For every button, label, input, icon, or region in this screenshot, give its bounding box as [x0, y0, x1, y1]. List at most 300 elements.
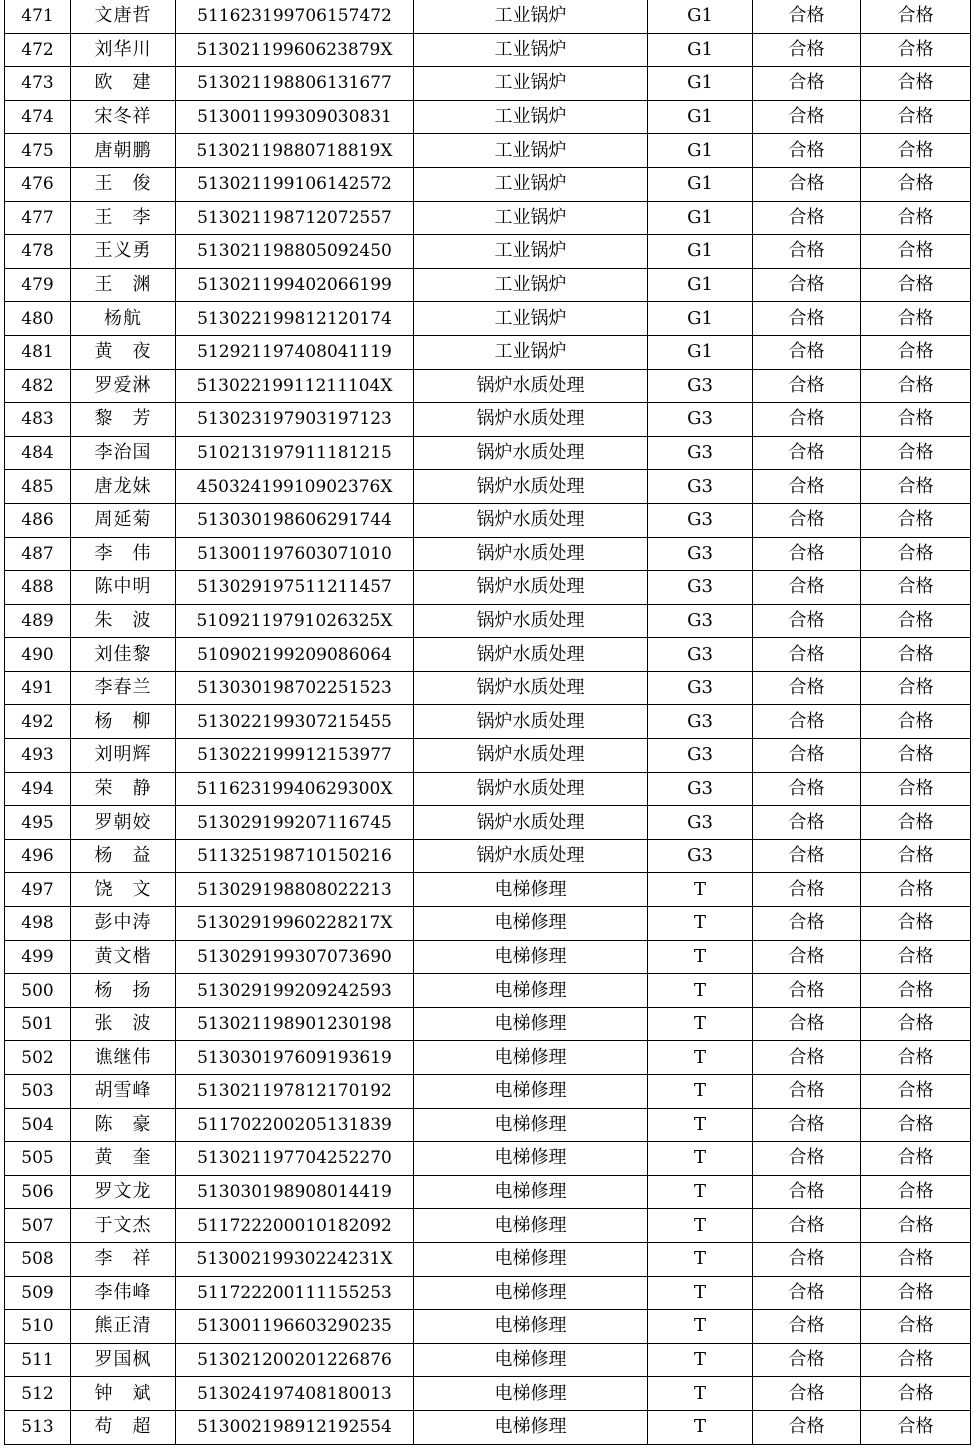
person-name: 文唐哲: [71, 0, 176, 33]
item-code: G3: [648, 403, 753, 437]
item-code: G1: [648, 134, 753, 168]
item-code: G3: [648, 638, 753, 672]
item-code: G3: [648, 772, 753, 806]
table-row: [5, 806, 971, 840]
id-number: 513029198808022213: [176, 873, 414, 907]
person-name: 陈 豪: [71, 1108, 176, 1142]
table-row: [5, 1175, 971, 1209]
exam-item: 电梯修理: [414, 1377, 648, 1411]
exam-item: 工业锅炉: [414, 335, 648, 369]
table-row: [5, 638, 971, 672]
theory-result: 合格: [753, 302, 861, 336]
theory-result: 合格: [753, 1276, 861, 1310]
id-number: 513029199209242593: [176, 974, 414, 1008]
exam-item: 锅炉水质处理: [414, 369, 648, 403]
id-number: 511325198710150216: [176, 839, 414, 873]
item-code: T: [648, 1343, 753, 1377]
item-code: G1: [648, 268, 753, 302]
row-number: 510: [5, 1310, 71, 1344]
item-code: T: [648, 1276, 753, 1310]
item-code: T: [648, 974, 753, 1008]
exam-item: 锅炉水质处理: [414, 604, 648, 638]
table-row: [5, 839, 971, 873]
practice-result: 合格: [861, 1142, 971, 1176]
id-number: 513002198912192554: [176, 1410, 414, 1444]
practice-result: 合格: [861, 907, 971, 941]
practice-result: 合格: [861, 839, 971, 873]
table-row: [5, 1108, 971, 1142]
exam-item: 锅炉水质处理: [414, 671, 648, 705]
theory-result: 合格: [753, 739, 861, 773]
practice-result: 合格: [861, 1209, 971, 1243]
item-code: T: [648, 1175, 753, 1209]
exam-item: 工业锅炉: [414, 134, 648, 168]
theory-result: 合格: [753, 1041, 861, 1075]
row-number: 507: [5, 1209, 71, 1243]
exam-item: 锅炉水质处理: [414, 470, 648, 504]
exam-item: 锅炉水质处理: [414, 436, 648, 470]
table-row: [5, 537, 971, 571]
table-row: [5, 1242, 971, 1276]
person-name: 杨 扬: [71, 974, 176, 1008]
item-code: T: [648, 1310, 753, 1344]
person-name: 陈中明: [71, 571, 176, 605]
table-row: [5, 403, 971, 437]
item-code: G1: [648, 235, 753, 269]
table-row: [5, 907, 971, 941]
exam-item: 锅炉水质处理: [414, 571, 648, 605]
theory-result: 合格: [753, 1175, 861, 1209]
exam-item: 工业锅炉: [414, 201, 648, 235]
row-number: 494: [5, 772, 71, 806]
id-number: 513030197609193619: [176, 1041, 414, 1075]
theory-result: 合格: [753, 604, 861, 638]
item-code: G3: [648, 369, 753, 403]
table-row: [5, 739, 971, 773]
row-number: 496: [5, 839, 71, 873]
results-table: [4, 0, 971, 1445]
theory-result: 合格: [753, 369, 861, 403]
theory-result: 合格: [753, 1108, 861, 1142]
item-code: T: [648, 1242, 753, 1276]
id-number: 513021197704252270: [176, 1142, 414, 1176]
person-name: 刘明辉: [71, 739, 176, 773]
row-number: 472: [5, 33, 71, 67]
practice-result: 合格: [861, 1041, 971, 1075]
id-number: 511722200111155253: [176, 1276, 414, 1310]
item-code: G1: [648, 67, 753, 101]
practice-result: 合格: [861, 571, 971, 605]
row-number: 477: [5, 201, 71, 235]
practice-result: 合格: [861, 1175, 971, 1209]
table-row: [5, 369, 971, 403]
id-number: 513021198806131677: [176, 67, 414, 101]
person-name: 李治国: [71, 436, 176, 470]
table-row: [5, 974, 971, 1008]
id-number: 513001199309030831: [176, 100, 414, 134]
practice-result: 合格: [861, 604, 971, 638]
item-code: T: [648, 1209, 753, 1243]
table-row: [5, 1075, 971, 1109]
theory-result: 合格: [753, 33, 861, 67]
practice-result: 合格: [861, 470, 971, 504]
table-row: [5, 0, 971, 33]
item-code: T: [648, 940, 753, 974]
practice-result: 合格: [861, 772, 971, 806]
id-number: 513021198805092450: [176, 235, 414, 269]
table-row: [5, 167, 971, 201]
exam-item: 工业锅炉: [414, 0, 648, 33]
theory-result: 合格: [753, 403, 861, 437]
row-number: 479: [5, 268, 71, 302]
item-code: G3: [648, 436, 753, 470]
person-name: 周延菊: [71, 503, 176, 537]
row-number: 486: [5, 503, 71, 537]
row-number: 485: [5, 470, 71, 504]
row-number: 505: [5, 1142, 71, 1176]
practice-result: 合格: [861, 1276, 971, 1310]
exam-item: 电梯修理: [414, 1108, 648, 1142]
item-code: G1: [648, 33, 753, 67]
row-number: 502: [5, 1041, 71, 1075]
person-name: 杨 益: [71, 839, 176, 873]
id-number: 512921197408041119: [176, 335, 414, 369]
person-name: 王 渊: [71, 268, 176, 302]
practice-result: 合格: [861, 1343, 971, 1377]
person-name: 杨 柳: [71, 705, 176, 739]
person-name: 黄 夜: [71, 335, 176, 369]
exam-item: 电梯修理: [414, 873, 648, 907]
theory-result: 合格: [753, 974, 861, 1008]
exam-item: 锅炉水质处理: [414, 772, 648, 806]
theory-result: 合格: [753, 1075, 861, 1109]
practice-result: 合格: [861, 436, 971, 470]
practice-result: 合格: [861, 974, 971, 1008]
row-number: 503: [5, 1075, 71, 1109]
practice-result: 合格: [861, 1108, 971, 1142]
theory-result: 合格: [753, 1209, 861, 1243]
practice-result: 合格: [861, 0, 971, 33]
row-number: 495: [5, 806, 71, 840]
exam-item: 锅炉水质处理: [414, 839, 648, 873]
practice-result: 合格: [861, 235, 971, 269]
row-number: 492: [5, 705, 71, 739]
person-name: 罗国枫: [71, 1343, 176, 1377]
practice-result: 合格: [861, 1310, 971, 1344]
item-code: T: [648, 907, 753, 941]
id-number: 513021199402066199: [176, 268, 414, 302]
row-number: 476: [5, 167, 71, 201]
practice-result: 合格: [861, 671, 971, 705]
table-row: [5, 1276, 971, 1310]
practice-result: 合格: [861, 33, 971, 67]
practice-result: 合格: [861, 1377, 971, 1411]
row-number: 497: [5, 873, 71, 907]
row-number: 484: [5, 436, 71, 470]
theory-result: 合格: [753, 1310, 861, 1344]
row-number: 480: [5, 302, 71, 336]
practice-result: 合格: [861, 940, 971, 974]
id-number: 51302219911211104X: [176, 369, 414, 403]
exam-item: 电梯修理: [414, 1343, 648, 1377]
practice-result: 合格: [861, 1075, 971, 1109]
item-code: G3: [648, 839, 753, 873]
person-name: 黄文楷: [71, 940, 176, 974]
id-number: 51300219930224231X: [176, 1242, 414, 1276]
item-code: T: [648, 1142, 753, 1176]
exam-item: 锅炉水质处理: [414, 537, 648, 571]
theory-result: 合格: [753, 806, 861, 840]
theory-result: 合格: [753, 503, 861, 537]
exam-item: 工业锅炉: [414, 268, 648, 302]
theory-result: 合格: [753, 571, 861, 605]
exam-item: 工业锅炉: [414, 67, 648, 101]
item-code: G1: [648, 100, 753, 134]
practice-result: 合格: [861, 806, 971, 840]
person-name: 黎 芳: [71, 403, 176, 437]
person-name: 王义勇: [71, 235, 176, 269]
practice-result: 合格: [861, 1242, 971, 1276]
theory-result: 合格: [753, 268, 861, 302]
exam-item: 电梯修理: [414, 1075, 648, 1109]
row-number: 506: [5, 1175, 71, 1209]
row-number: 508: [5, 1242, 71, 1276]
exam-item: 锅炉水质处理: [414, 705, 648, 739]
theory-result: 合格: [753, 100, 861, 134]
exam-item: 电梯修理: [414, 1410, 648, 1444]
table-row: [5, 1209, 971, 1243]
theory-result: 合格: [753, 167, 861, 201]
id-number: 513021198712072557: [176, 201, 414, 235]
id-number: 51162319940629300X: [176, 772, 414, 806]
row-number: 500: [5, 974, 71, 1008]
table-row: [5, 33, 971, 67]
table-row: [5, 470, 971, 504]
item-code: G3: [648, 470, 753, 504]
table-row: [5, 772, 971, 806]
id-number: 513030198606291744: [176, 503, 414, 537]
person-name: 王 李: [71, 201, 176, 235]
exam-item: 工业锅炉: [414, 33, 648, 67]
person-name: 唐朝鹏: [71, 134, 176, 168]
row-number: 490: [5, 638, 71, 672]
row-number: 491: [5, 671, 71, 705]
id-number: 513001197603071010: [176, 537, 414, 571]
practice-result: 合格: [861, 873, 971, 907]
practice-result: 合格: [861, 705, 971, 739]
theory-result: 合格: [753, 873, 861, 907]
theory-result: 合格: [753, 940, 861, 974]
item-code: G3: [648, 739, 753, 773]
id-number: 511623199706157472: [176, 0, 414, 33]
theory-result: 合格: [753, 335, 861, 369]
practice-result: 合格: [861, 1410, 971, 1444]
row-number: 499: [5, 940, 71, 974]
exam-item: 工业锅炉: [414, 235, 648, 269]
theory-result: 合格: [753, 235, 861, 269]
person-name: 刘华川: [71, 33, 176, 67]
theory-result: 合格: [753, 537, 861, 571]
item-code: G1: [648, 201, 753, 235]
id-number: 513024197408180013: [176, 1377, 414, 1411]
practice-result: 合格: [861, 403, 971, 437]
practice-result: 合格: [861, 739, 971, 773]
person-name: 胡雪峰: [71, 1075, 176, 1109]
exam-item: 电梯修理: [414, 907, 648, 941]
practice-result: 合格: [861, 503, 971, 537]
theory-result: 合格: [753, 1343, 861, 1377]
person-name: 宋冬祥: [71, 100, 176, 134]
item-code: T: [648, 1410, 753, 1444]
theory-result: 合格: [753, 0, 861, 33]
row-number: 471: [5, 0, 71, 33]
table-row: [5, 100, 971, 134]
table-row: [5, 335, 971, 369]
person-name: 罗朝姣: [71, 806, 176, 840]
practice-result: 合格: [861, 201, 971, 235]
person-name: 于文杰: [71, 1209, 176, 1243]
person-name: 黄 奎: [71, 1142, 176, 1176]
exam-item: 电梯修理: [414, 1142, 648, 1176]
row-number: 488: [5, 571, 71, 605]
item-code: G3: [648, 806, 753, 840]
item-code: T: [648, 1108, 753, 1142]
item-code: G1: [648, 302, 753, 336]
id-number: 513030198908014419: [176, 1175, 414, 1209]
theory-result: 合格: [753, 1242, 861, 1276]
person-name: 饶 文: [71, 873, 176, 907]
row-number: 487: [5, 537, 71, 571]
id-number: 513001196603290235: [176, 1310, 414, 1344]
item-code: T: [648, 873, 753, 907]
table-row: [5, 302, 971, 336]
id-number: 513029199207116745: [176, 806, 414, 840]
table-row: [5, 1142, 971, 1176]
id-number: 51302919960228217X: [176, 907, 414, 941]
practice-result: 合格: [861, 537, 971, 571]
table-row: [5, 604, 971, 638]
table-row: [5, 873, 971, 907]
table-row: [5, 201, 971, 235]
person-name: 李春兰: [71, 671, 176, 705]
row-number: 498: [5, 907, 71, 941]
row-number: 509: [5, 1276, 71, 1310]
id-number: 51092119791026325X: [176, 604, 414, 638]
person-name: 刘佳黎: [71, 638, 176, 672]
practice-result: 合格: [861, 134, 971, 168]
item-code: T: [648, 1075, 753, 1109]
exam-item: 电梯修理: [414, 1041, 648, 1075]
person-name: 罗文龙: [71, 1175, 176, 1209]
table-row: [5, 235, 971, 269]
item-code: G1: [648, 0, 753, 33]
theory-result: 合格: [753, 201, 861, 235]
person-name: 彭中涛: [71, 907, 176, 941]
theory-result: 合格: [753, 1410, 861, 1444]
exam-item: 锅炉水质处理: [414, 503, 648, 537]
table-row: [5, 1410, 971, 1444]
exam-item: 电梯修理: [414, 1209, 648, 1243]
person-name: 罗爱淋: [71, 369, 176, 403]
item-code: T: [648, 1377, 753, 1411]
exam-item: 锅炉水质处理: [414, 739, 648, 773]
exam-item: 锅炉水质处理: [414, 638, 648, 672]
row-number: 481: [5, 335, 71, 369]
id-number: 513022199307215455: [176, 705, 414, 739]
table-row: [5, 67, 971, 101]
item-code: G3: [648, 604, 753, 638]
row-number: 482: [5, 369, 71, 403]
theory-result: 合格: [753, 638, 861, 672]
id-number: 511722200010182092: [176, 1209, 414, 1243]
exam-item: 电梯修理: [414, 974, 648, 1008]
person-name: 李伟峰: [71, 1276, 176, 1310]
table-row: [5, 503, 971, 537]
row-number: 501: [5, 1007, 71, 1041]
item-code: G3: [648, 571, 753, 605]
row-number: 504: [5, 1108, 71, 1142]
row-number: 473: [5, 67, 71, 101]
id-number: 51302119880718819X: [176, 134, 414, 168]
person-name: 朱 波: [71, 604, 176, 638]
item-code: G1: [648, 335, 753, 369]
theory-result: 合格: [753, 705, 861, 739]
id-number: 513021199106142572: [176, 167, 414, 201]
item-code: T: [648, 1007, 753, 1041]
theory-result: 合格: [753, 907, 861, 941]
practice-result: 合格: [861, 302, 971, 336]
id-number: 513023197903197123: [176, 403, 414, 437]
theory-result: 合格: [753, 839, 861, 873]
row-number: 511: [5, 1343, 71, 1377]
person-name: 唐龙妹: [71, 470, 176, 504]
item-code: G1: [648, 167, 753, 201]
id-number: 51302119960623879X: [176, 33, 414, 67]
person-name: 欧 建: [71, 67, 176, 101]
item-code: G3: [648, 503, 753, 537]
exam-item: 工业锅炉: [414, 100, 648, 134]
theory-result: 合格: [753, 67, 861, 101]
theory-result: 合格: [753, 1377, 861, 1411]
practice-result: 合格: [861, 67, 971, 101]
item-code: G3: [648, 537, 753, 571]
item-code: G3: [648, 671, 753, 705]
exam-item: 工业锅炉: [414, 167, 648, 201]
person-name: 熊正清: [71, 1310, 176, 1344]
practice-result: 合格: [861, 167, 971, 201]
person-name: 李 祥: [71, 1242, 176, 1276]
row-number: 478: [5, 235, 71, 269]
id-number: 513030198702251523: [176, 671, 414, 705]
row-number: 474: [5, 100, 71, 134]
item-code: T: [648, 1041, 753, 1075]
person-name: 钟 斌: [71, 1377, 176, 1411]
id-number: 510213197911181215: [176, 436, 414, 470]
exam-item: 电梯修理: [414, 1175, 648, 1209]
table-row: [5, 571, 971, 605]
practice-result: 合格: [861, 1007, 971, 1041]
exam-item: 电梯修理: [414, 1310, 648, 1344]
row-number: 513: [5, 1410, 71, 1444]
table-row: [5, 705, 971, 739]
person-name: 苟 超: [71, 1410, 176, 1444]
practice-result: 合格: [861, 638, 971, 672]
theory-result: 合格: [753, 134, 861, 168]
row-number: 489: [5, 604, 71, 638]
theory-result: 合格: [753, 1007, 861, 1041]
table-row: [5, 671, 971, 705]
item-code: G3: [648, 705, 753, 739]
